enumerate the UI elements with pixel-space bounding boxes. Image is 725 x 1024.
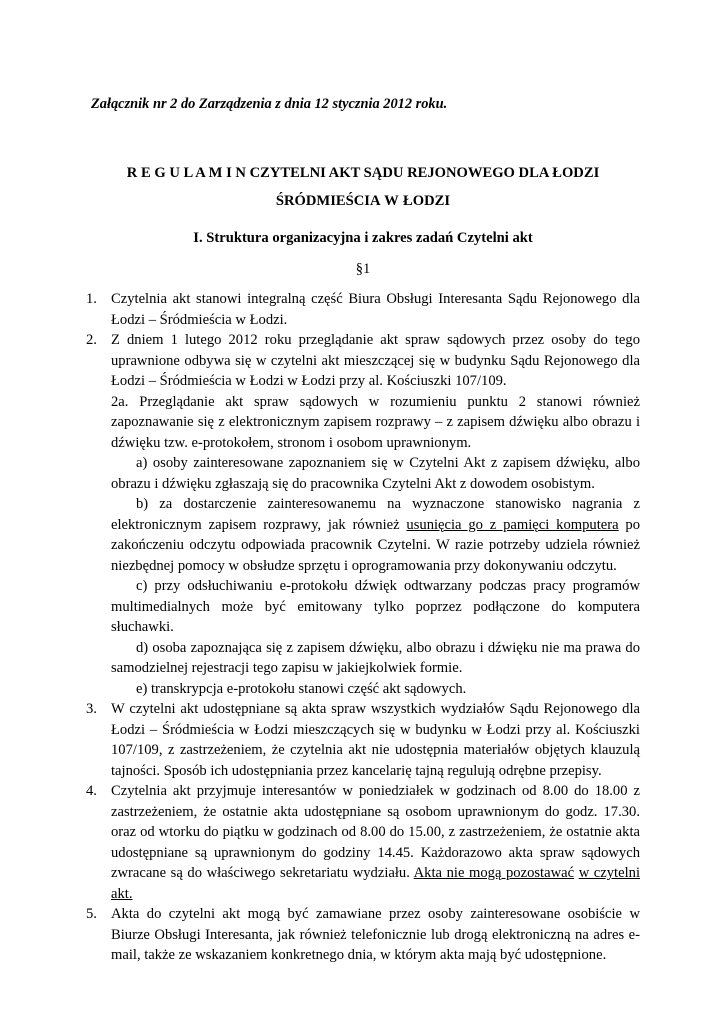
item-underlined-text-2: w czytelni akt.	[111, 865, 640, 902]
item-text: Czytelnia akt stanowi integralną część Biura Obsługi Interesanta Sądu Rejonowego dla Łodzi – Śródmieścia w Łodzi.	[111, 291, 640, 328]
subitem-b-start: b) za dostarczenie zainteresowanemu na wyznaczone stanowisko nagrania z elektronicznym zapisem rozprawy, jak również	[111, 496, 640, 533]
item-number: 4.	[86, 783, 97, 799]
item-text: W czytelni akt udostępniane są akta spraw wszystkich wydziałów Sądu Rejonowego dla Łodzi – Śródmieścia w Łodzi mieszczących się w budynku w Łodzi przy al. Kościuszki 107/109, z zastrzeżeniem, że czytelnia akt nie udostępnia materiałów objętych klauzulą tajności. Sposób ich udostępniania przez kancelarię tajną regulują odrębne przepisy.	[111, 701, 640, 779]
item-number: 2.	[86, 332, 97, 348]
title-line-1: R E G U L A M I N CZYTELNI AKT SĄDU REJONOWEGO DLA ŁODZI	[126, 165, 600, 181]
list-item-4	[86, 781, 640, 904]
item-text: Z dniem 1 lutego 2012 roku przeglądanie akt spraw sądowych przez osoby do tego uprawnione odbywa się w czytelni akt mieszczącej się w budynku Sądu Rejonowego dla Łodzi – Śródmieścia w Łodzi w Łodzi przy al. Kościuszki 107/109.	[111, 332, 640, 389]
subitem-e: e) transkrypcja e-protokołu stanowi część akt sądowych.	[136, 680, 467, 697]
list-item-3	[86, 699, 640, 781]
item-text: Akta do czytelni akt mogą być zamawiane przez osoby zainteresowane osobiście w Biurze Obsługi Interesanta, jak również telefonicznie lub drogą elektroniczną na adres e-mail, także ze wskazaniem konkretnego dnia, w którym akta mają być udostępnione.	[111, 906, 640, 963]
list-item-2	[86, 330, 640, 699]
subitem-a: a) osoby zainteresowane zapoznaniem się w Czytelni Akt z zapisem dźwięku, albo obrazu i dźwięku zgłaszają się do pracownika Czytelni Akt z dowodem osobistym.	[111, 455, 640, 492]
regulation-body	[86, 289, 640, 966]
item-underlined-text: Akta nie mogą pozostawać	[413, 865, 575, 881]
document-title	[86, 159, 640, 215]
item-number: 3.	[86, 701, 97, 717]
list-item-5	[86, 904, 640, 966]
title-line-2: ŚRÓDMIEŚCIA W ŁODZI	[275, 193, 451, 209]
subitem-c: c) przy odsłuchiwaniu e-protokołu dźwięk odtwarzany podczas pracy programów multimedialnych może być emitowany tylko poprzez podłączone do komputera słuchawki.	[111, 578, 640, 635]
subitem-b	[111, 494, 640, 576]
item-number: 1.	[86, 291, 97, 307]
section-heading: I. Struktura organizacyjna i zakres zadań Czytelni akt	[193, 230, 533, 246]
attachment-note: Załącznik nr 2 do Zarządzenia z dnia 12 stycznia 2012 roku.	[91, 96, 448, 112]
item-2a-text: 2a. Przeglądanie akt spraw sądowych w rozumieniu punktu 2 stanowi również zapoznawanie się z elektronicznym zapisem rozprawy – z zapisem dźwięku albo obrazu i dźwięku tzw. e-protokołem, stronom i osobom uprawnionym.	[111, 393, 640, 451]
list-item-1	[86, 289, 640, 330]
paragraph-sign: §1	[355, 261, 371, 277]
subitem-b-underlined: usunięcia go z pamięci komputera	[406, 516, 619, 533]
subitem-d: d) osoba zapoznająca się z zapisem dźwięku, albo obrazu i dźwięku nie ma prawa do samodzielnej rejestracji tego zapisu w jakiejkolwiek formie.	[111, 639, 640, 676]
item-text: Czytelnia akt przyjmuje interesantów w poniedziałek w godzinach od 8.00 do 18.00 z zastrzeżeniem, że ostatnie akta udostępniane są osobom uprawnionym do godz. 17.30. oraz od wtorku do piątku w godzinach od 8.00 do 15.00, z zastrzeżeniem, że ostatnie akta udostępniane są uprawnionym do godziny 14.45. Każdorazowo akta spraw sądowych zwracane są do właściwego sekretariatu wydziału.	[111, 783, 640, 881]
item-content	[111, 781, 640, 904]
item-number: 5.	[86, 906, 97, 922]
item-content	[111, 330, 640, 699]
subitem-b-end: po zakończeniu odczytu odpowiada pracownik Czytelni. W razie potrzeby udziela również niezbędnej pomocy w obsłudze sprzętu i oprogramowania przy dokonywaniu odczytu.	[111, 516, 640, 574]
